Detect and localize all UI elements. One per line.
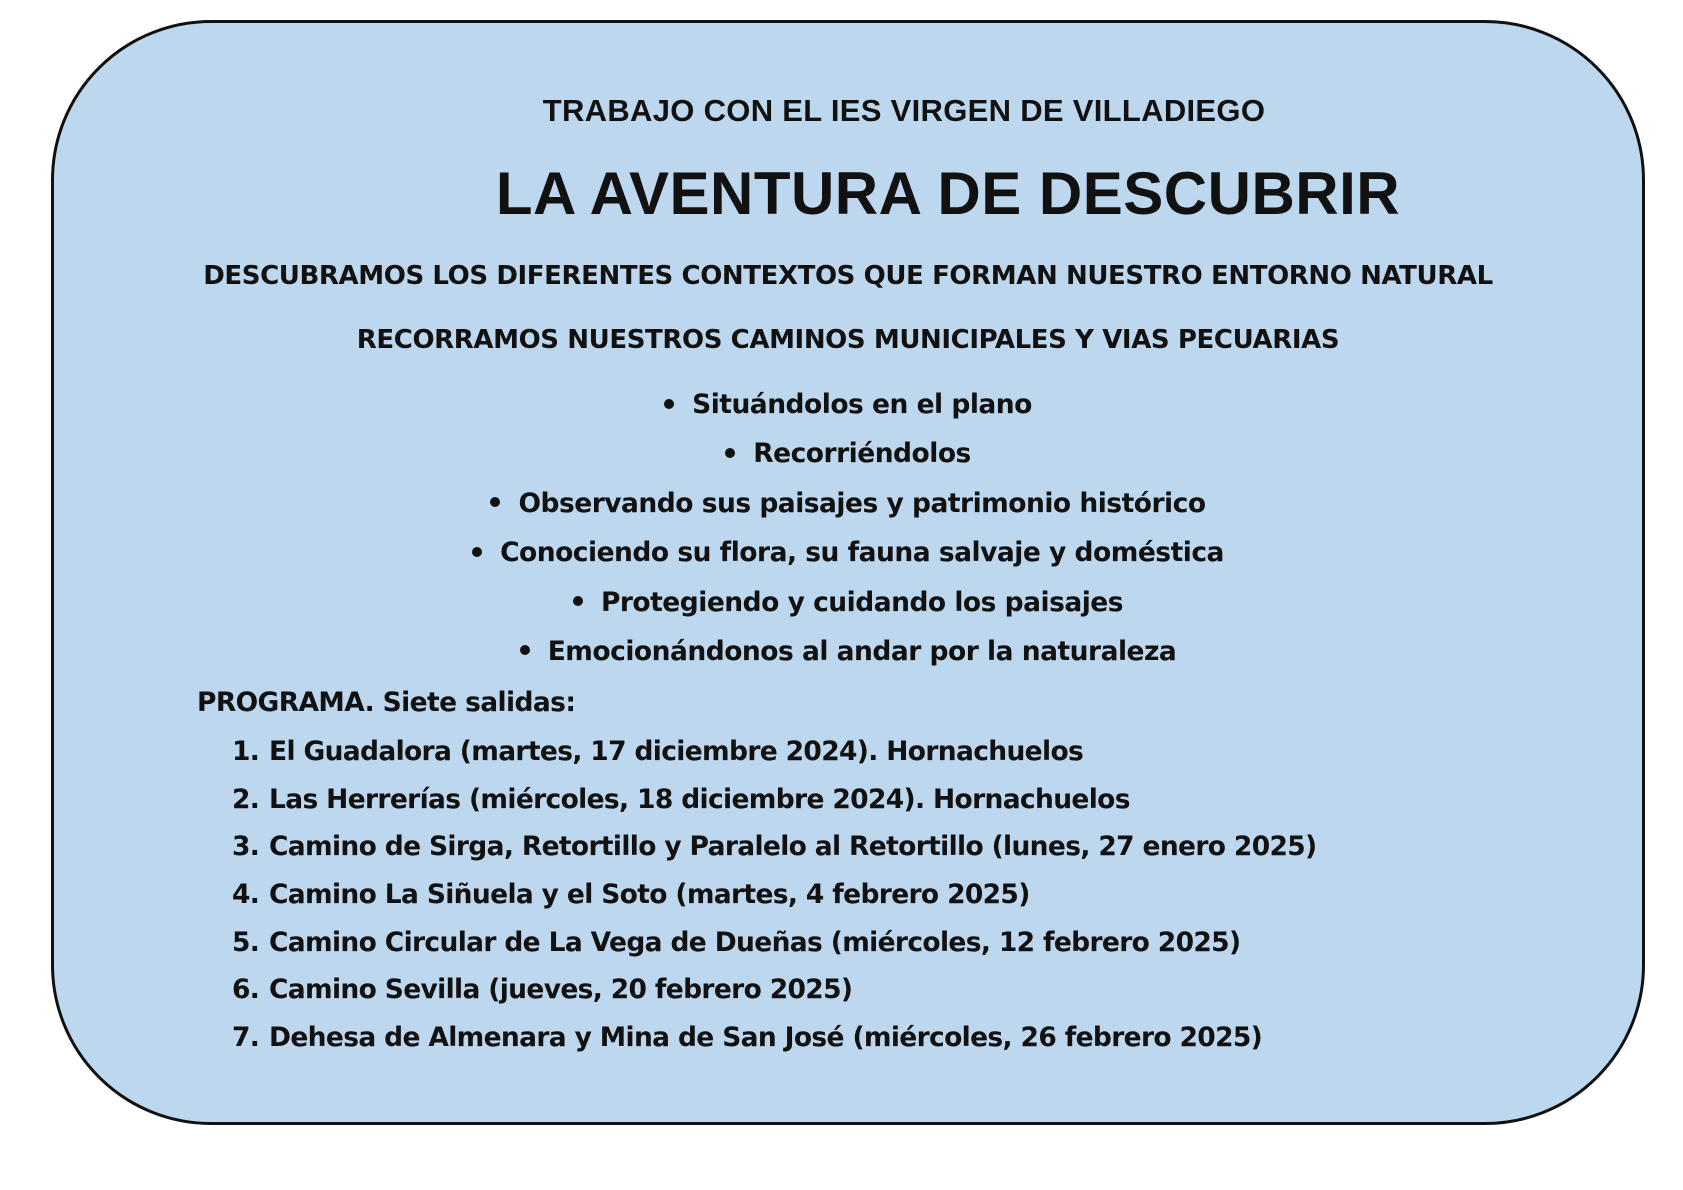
program-item-number: 6. — [232, 974, 260, 1006]
program-item-text: Camino Sevilla (jueves, 20 febrero 2025) — [269, 974, 853, 1006]
program-item-text: El Guadalora (martes, 17 diciembre 2024). Hornachuelos — [269, 736, 1084, 767]
program-item — [232, 875, 1317, 923]
bullet-text: Conociendo su flora, su fauna salvaje y doméstica — [500, 537, 1224, 569]
flyer-card — [51, 20, 1645, 1125]
bullet-item — [54, 434, 1642, 483]
bullet-dot-icon — [573, 596, 583, 606]
program-item — [232, 923, 1317, 971]
bullet-item — [54, 533, 1642, 582]
page-title: LA AVENTURA DE DESCUBRIR — [495, 160, 1401, 227]
program-item-text: Dehesa de Almenara y Mina de San José (miércoles, 26 febrero 2025) — [269, 1022, 1263, 1054]
program-item-text: Camino de Sirga, Retortillo y Paralelo al Retortillo (lunes, 27 enero 2025) — [269, 831, 1317, 863]
program-item-number: 4. — [232, 879, 260, 911]
program-item — [232, 1018, 1317, 1066]
program-list — [232, 732, 1317, 1066]
subtitle-routes: RECORRAMOS NUESTROS CAMINOS MUNICIPALES Y VIAS PECUARIAS — [356, 325, 1340, 355]
program-item-text: Camino La Siñuela y el Soto (martes, 4 febrero 2025) — [269, 879, 1030, 911]
bullet-dot-icon — [664, 399, 674, 409]
program-item — [232, 827, 1317, 875]
program-item — [232, 780, 1317, 828]
bullet-dot-icon — [520, 645, 530, 655]
bullet-text: Protegiendo y cuidando los paisajes — [600, 586, 1124, 618]
bullet-text: Observando sus paisajes y patrimonio histórico — [518, 487, 1206, 519]
bullet-text: Emocionándonos al andar por la naturaleza — [547, 635, 1177, 667]
bullet-item — [54, 583, 1642, 632]
bullet-dot-icon — [725, 448, 735, 458]
program-item-number: 2. — [232, 783, 260, 815]
program-item-number: 1. — [232, 736, 260, 767]
activity-bullet-list — [54, 385, 1642, 681]
subtitle-contexts: DESCUBRAMOS LOS DIFERENTES CONTEXTOS QUE FORMAN NUESTRO ENTORNO NATURAL — [203, 261, 1493, 291]
program-item-number: 3. — [232, 831, 260, 863]
program-item-text: Las Herrerías (miércoles, 18 diciembre 2024). Hornachuelos — [269, 783, 1130, 815]
bullet-item — [54, 385, 1642, 434]
bullet-text: Recorriéndolos — [753, 438, 971, 470]
bullet-item — [54, 484, 1642, 533]
program-item — [232, 970, 1317, 1018]
program-title: PROGRAMA. Siete salidas: — [197, 687, 576, 718]
program-item — [232, 732, 1317, 780]
program-item-text: Camino Circular de La Vega de Dueñas (miércoles, 12 febrero 2025) — [269, 926, 1241, 958]
program-item-number: 7. — [232, 1022, 260, 1054]
header-text: TRABAJO CON EL IES VIRGEN DE VILLADIEGO — [542, 93, 1266, 128]
bullet-item — [54, 632, 1642, 681]
bullet-text: Situándolos en el plano — [692, 389, 1032, 420]
program-item-number: 5. — [232, 926, 260, 958]
bullet-dot-icon — [490, 497, 500, 507]
bullet-dot-icon — [472, 547, 482, 557]
